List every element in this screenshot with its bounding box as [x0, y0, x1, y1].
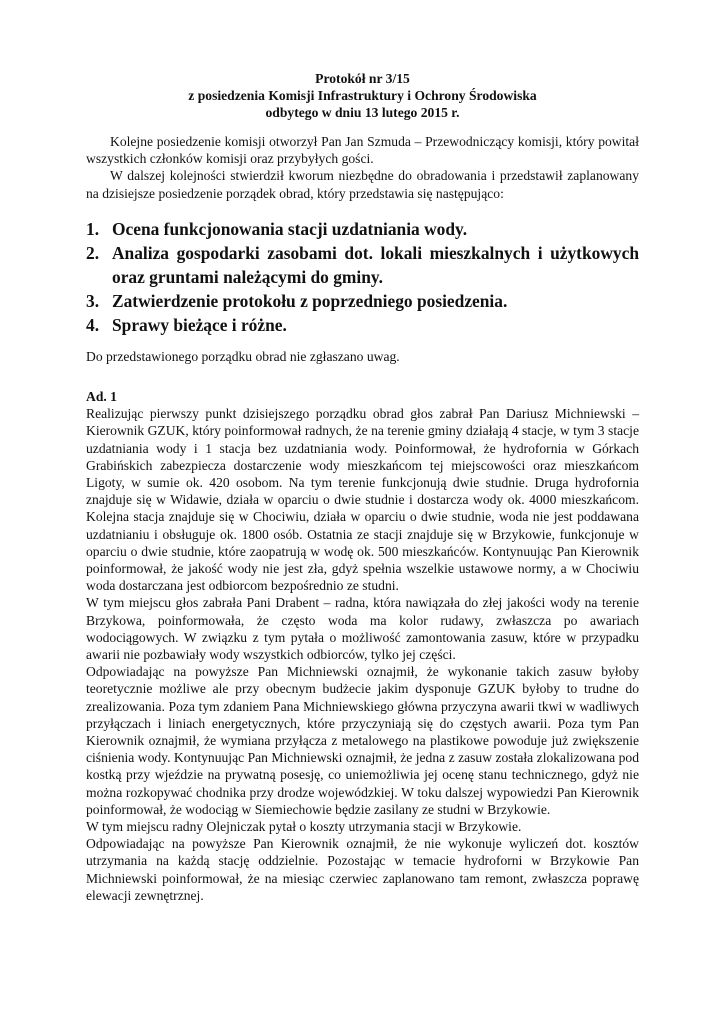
agenda-item-number: 2. — [86, 243, 100, 263]
intro-paragraph-quorum: W dalszej kolejności stwierdził kworum niezbędne do obradowania i przedstawił zaplanowany na dzisiejsze posiedzenie porządek obrad, który przedstawia się następująco: — [86, 168, 639, 201]
document-header — [0, 70, 725, 121]
intro-paragraph-opening: Kolejne posiedzenie komisji otworzył Pan Jan Szmuda – Przewodniczący komisji, który powitał wszystkich członków komisji oraz przybyłych gości. — [86, 134, 639, 167]
ad1-section — [86, 388, 639, 904]
agenda-item — [86, 241, 639, 289]
agenda-item-text: Sprawy bieżące i różne. — [112, 315, 287, 335]
ad1-paragraph: Odpowiadając na powyższe Pan Kierownik oznajmił, że nie wykonuje wyliczeń dot. kosztów utrzymania na każdą stację oddzielnie. Pozostając w temacie hydroforni w Brzykowie Pan Michniewski poinformował, że na miesiąc czerwiec zaplanowano tam remont, zwłaszcza poprawę elewacji zewnętrznej. — [86, 836, 639, 903]
agenda-item-text: Ocena funkcjonowania stacji uzdatniania wody. — [112, 219, 468, 239]
agenda-item-text: Zatwierdzenie protokołu z poprzedniego posiedzenia. — [112, 291, 508, 311]
ad1-paragraph: Odpowiadając na powyższe Pan Michniewski oznajmił, że wykonanie takich zasuw byłoby teoretycznie możliwe ale przy obecnym budżecie jakim dysponuje GZUK byłoby to trudne do zrealizowania. Poza tym zdaniem Pana Michniewskiego główna przyczyna awarii tkwi w wadliwych przyłączach i liniach energetycznych, które przyczyniają się do częstych awarii. Poza tym Pan Kierownik oznajmił, że wymiana przyłącza z metalowego na plastikowe powoduje już zwiększenie ciśnienia wody. Kontynuując Pan Michniewski oznajmił, że jedna z zasuw została zlokalizowana pod kostką przy wjeździe na prywatną posesję, co uniemożliwia jej ocenę stanu technicznego, gdyż nie można rozkopywać chodnika przy drodze wojewódzkiej. W toku dalszej wypowiedzi Pan Kierownik poinformował, że wodociąg w Siemiechowie będzie zasilany ze studni w Brzykowie. — [86, 664, 639, 817]
intro-section — [86, 133, 639, 202]
ad1-paragraph: W tym miejscu radny Olejniczak pytał o koszty utrzymania stacji w Brzykowie. — [86, 819, 522, 835]
agenda-item — [86, 313, 639, 337]
agenda-item-number: 3. — [86, 291, 100, 311]
agenda-item-text: Analiza gospodarki zasobami dot. lokali mieszkalnych i użytkowych oraz gruntami należącymi do gminy. — [112, 243, 639, 287]
protocol-number: Protokół nr 3/15 — [315, 71, 410, 86]
meeting-date: odbytego w dniu 13 lutego 2015 r. — [265, 105, 460, 120]
committee-name: z posiedzenia Komisji Infrastruktury i Ochrony Środowiska — [188, 88, 537, 103]
agenda-item-number: 4. — [86, 315, 100, 335]
no-remarks-note: Do przedstawionego porządku obrad nie zgłaszano uwag. — [86, 349, 400, 364]
ad1-paragraph: Realizując pierwszy punkt dzisiejszego porządku obrad głos zabrał Pan Dariusz Michniewski – Kierownik GZUK, który poinformował radnych, że na terenie gminy działają 4 stacje, w tym 3 stacje uzdatniania wody i 1 stacja bez uzdatniania wody. Poinformował, że hydrofornia w Górkach Grabińskich zabezpiecza dostarczenie wody mieszkańcom tej miejscowości oraz mieszkańcom Ligoty, w sumie ok. 420 osobom. Na tym terenie funkcjonują dwie studnie. Druga hydrofornia znajduje się w Widawie, działa w oparciu o dwie studnie i dostarcza wody ok. 4000 mieszkańcom. Kolejna stacja znajduje się w Chociwiu, działa w oparciu o dwie studnie, woda nie jest poddawana uzdatnianiu i obsługuje ok. 1800 osób. Ostatnia ze stacji znajduje się w Brzykowie, funkcjonuje w oparciu o dwie studnie, które zaopatrują w wodę ok. 500 mieszkańców. Kontynuując Pan Kierownik poinformował, że jakość wody nie jest zła, gdyż spełnia wszelkie ustawowe normy, a w Chociwiu woda dostarczana jest odbiorcom bezpośrednio ze studni. — [86, 406, 639, 594]
agenda-item — [86, 217, 639, 241]
agenda-list — [86, 217, 639, 337]
agenda-item — [86, 289, 639, 313]
agenda-item-number: 1. — [86, 219, 100, 239]
ad1-heading: Ad. 1 — [86, 389, 117, 404]
ad1-paragraph: W tym miejscu głos zabrała Pani Drabent – radna, która nawiązała do złej jakości wody na terenie Brzykowa, poinformowała, że często woda ma kolor rudawy, zwłaszcza po awariach wodociągowych. W związku z tym pytała o możliwość zamontowania zasuw, które w przypadku awarii nie pozbawiały wody wszystkich odbiorców, tylko jej części. — [86, 595, 639, 663]
